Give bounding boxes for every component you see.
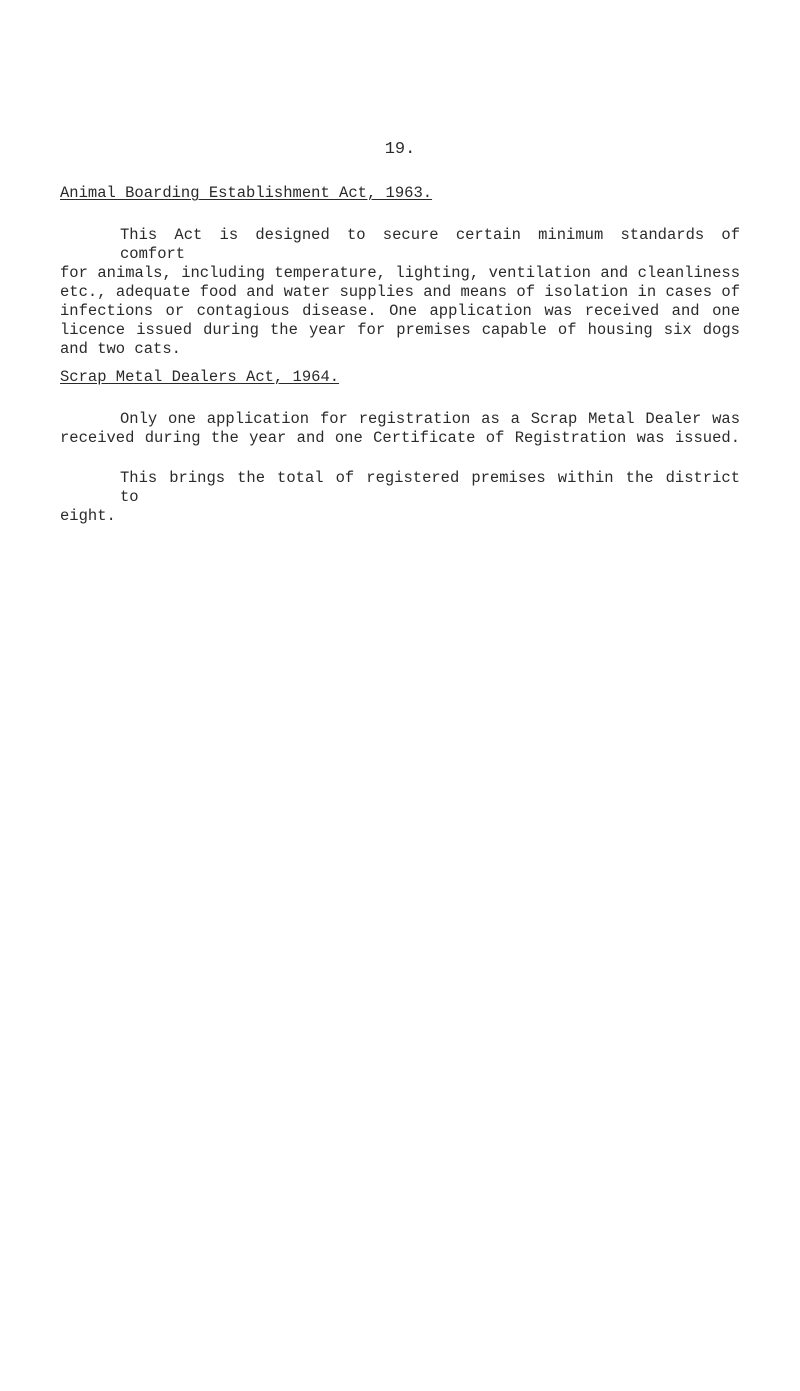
paragraph-line: This Act is designed to secure certain minimum standards of comfort — [120, 226, 740, 263]
paragraph-line: eight. — [60, 507, 116, 525]
paragraph-registered-premises — [60, 469, 740, 526]
paragraph-line: etc., adequate food and water supplies and means of isolation in cases of — [60, 283, 740, 301]
paragraph-line: for animals, including temperature, lighting, ventilation and cleanliness — [60, 264, 740, 282]
paragraph-line: Only one application for registration as a Scrap Metal Dealer was — [120, 410, 740, 428]
paragraph-animal-boarding — [60, 226, 740, 359]
paragraph-line: infections or contagious disease. One application was received and one — [60, 302, 740, 320]
paragraph-line: and two cats. — [60, 340, 181, 358]
page-number: 19. — [384, 140, 416, 159]
paragraph-line: licence issued during the year for premises capable of housing six dogs — [60, 321, 740, 339]
section-heading-scrap-metal: Scrap Metal Dealers Act, 1964. — [60, 368, 340, 386]
paragraph-scrap-metal-registration — [60, 410, 740, 448]
paragraph-line: received during the year and one Certificate of Registration was issued. — [60, 429, 740, 447]
paragraph-line: This brings the total of registered premises within the district to — [120, 469, 740, 506]
section-heading-animal-boarding: Animal Boarding Establishment Act, 1963. — [60, 184, 433, 202]
